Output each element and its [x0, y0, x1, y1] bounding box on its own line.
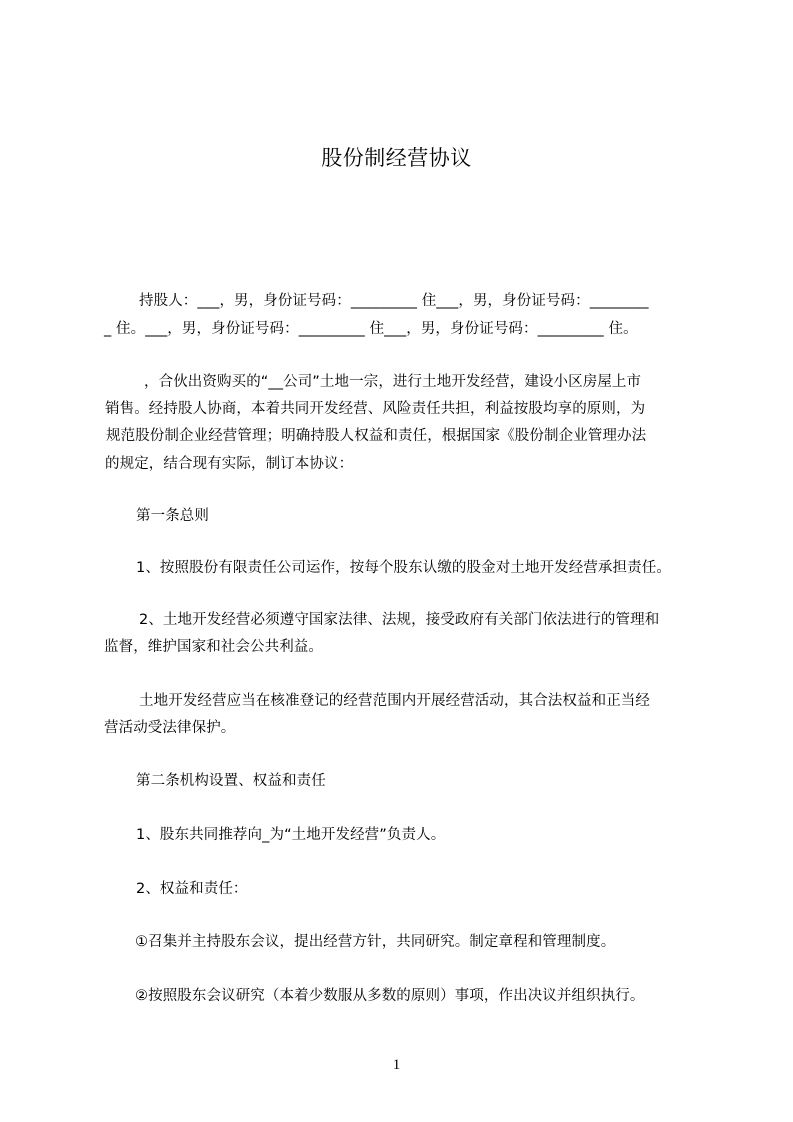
paragraph-line: ②按照股东会议研究（本着少数服从多数的原则）事项，作出决议并组织执行。 [135, 988, 645, 1004]
section-heading: 第一条总则 [136, 508, 209, 524]
paragraph-line: 持股人：___，男，身份证号码：_________ 住___，男，身份证号码：________ [139, 293, 649, 309]
paragraph-line: 1、股东共同推荐向_为“土地开发经营”负责人。 [136, 827, 446, 843]
paragraph-line: 1、按照股份有限责任公司运作，按每个股东认缴的股金对土地开发经营承担责任。 [136, 560, 671, 576]
paragraph-line: 监督，维护国家和社会公共利益。 [104, 639, 323, 655]
section-heading: 第二条机构设置、权益和责任 [136, 773, 326, 789]
paragraph-line: 2、土地开发经营必须遵守国家法律、法规，接受政府有关部门依法进行的管理和 [139, 612, 660, 628]
paragraph-line: 规范股份制企业经营管理；明确持股人权益和责任，根据国家《股份制企业管理办法 [106, 428, 647, 444]
paragraph-line: _ 住。___，男，身份证号码：_________ 住___，男，身份证号码：_________ 住。 [104, 321, 638, 337]
document-title: 股份制经营协议 [321, 146, 472, 170]
paragraph-line: 2、权益和责任： [136, 881, 248, 897]
paragraph-line: ①召集并主持股东会议，提出经营方针，共同研究。制定章程和管理制度。 [135, 934, 616, 950]
paragraph-line: 销售。经持股人协商，本着共同开发经营、风险责任共担，利益按股均享的原则，为 [105, 401, 646, 417]
page-number: 1 [392, 1057, 401, 1073]
paragraph-line: 土地开发经营应当在核准登记的经营范围内开展经营活动，其合法权益和正当经 [139, 693, 650, 709]
paragraph-line: 的规定，结合现有实际，制订本协议： [105, 456, 354, 472]
paragraph-line: 营活动受法律保护。 [104, 720, 236, 736]
paragraph-line: ，合伙出资购买的“__公司”土地一宗，进行土地开发经营，建设小区房屋上市 [144, 374, 642, 390]
